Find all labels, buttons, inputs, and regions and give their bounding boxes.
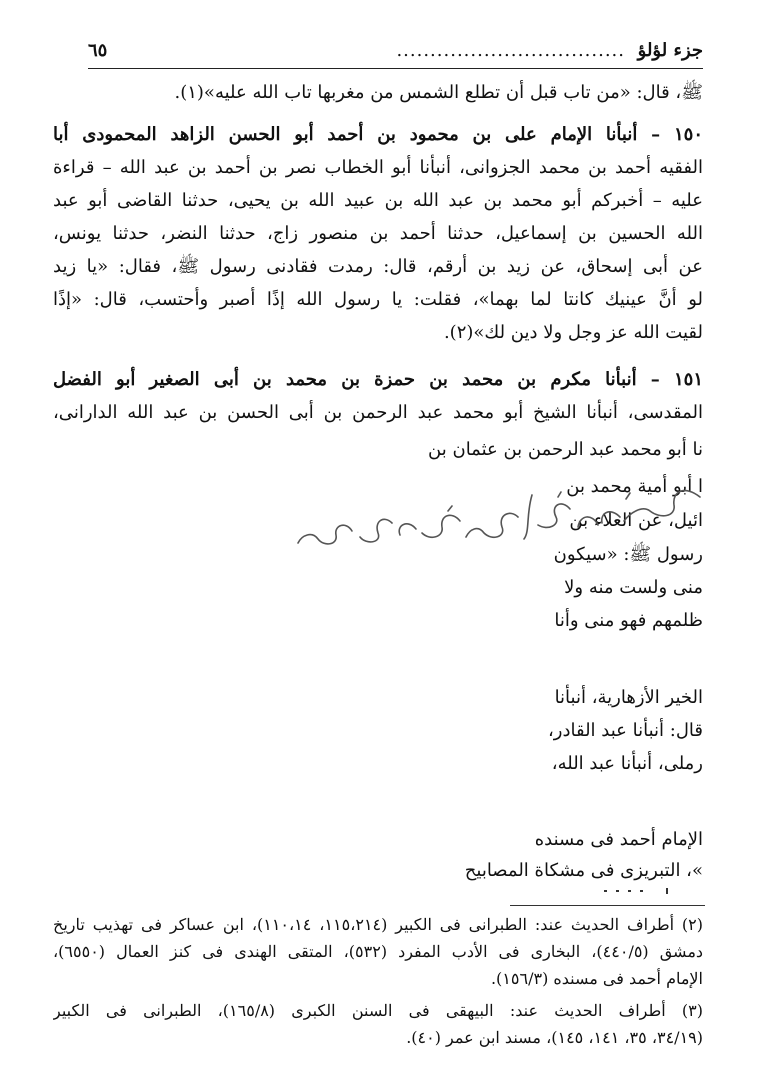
text-fragment: منى ولست منه ولا <box>564 577 703 598</box>
hadith-151-opening: ١٥١ – أنبأنا مكرم بن محمد بن حمزة بن محمد بن أبى الصغير أبو الفضل <box>53 369 703 390</box>
text-fragment: نا أبو محمد عبد الرحمن بن عثمان بن <box>428 439 703 460</box>
page-number: ٦٥ <box>88 40 108 61</box>
text-line: المقدسى، أنبأنا الشيخ أبو محمد عبد الرحمن بن أبى الحسن بن عبد الله الدارانى، <box>53 402 703 423</box>
text-line: الله الحسين بن إسماعيل، حدثنا أحمد بن منصور زاج، حدثنا النضر، حدثنا يونس، <box>53 223 703 244</box>
text-line: ﷺ، قال: «من تاب قبل أن تطلع الشمس من مغربها تاب الله عليه»(١). <box>174 82 703 103</box>
footnote-line: الإمام أحمد فى مسنده (١٥٦/٣). <box>490 969 703 988</box>
header-leader-dots: .................................. <box>396 40 625 61</box>
footnote-line: (٢) أطراف الحديث عند: الطبرانى فى الكبير (١١٥،٢١٤، ١١٠،١٤)، ابن عساكر فى تهذيب تاريخ <box>53 915 703 934</box>
text-line: لو أنَّ عينيك كانتا لما بهما»، فقلت: يا رسول الله إذًا أصبر وأحتسب، قال: «إذًا <box>53 289 703 310</box>
text-line: عن أبى إسحاق، عن زيد بن أرقم، قال: رمدت فقادنى رسول ﷺ، فقال: «يا زيد <box>53 256 703 277</box>
text-fragment: ظلمهم فهو منى وأنا <box>554 610 703 631</box>
text-fragment: الإمام أحمد فى مسنده <box>534 829 703 850</box>
footnote-line: (٣) أطراف الحديث عند: البيهقى فى السنن الكبرى (١٦٥/٨)، الطبرانى فى الكبير <box>53 1001 703 1020</box>
text-fragment: رملى، أنبأنا عبد الله، <box>551 753 703 774</box>
text-fragment: »، التبريزى فى مشكاة المصابيح <box>464 860 703 881</box>
footnote-rule <box>510 905 705 906</box>
scan-artifact-marks <box>602 888 674 894</box>
footnote-line: دمشق (٤٤٠/٥)، البخارى فى الأدب المفرد (٥٣٢)، المتقى الهندى فى كنز العمال (٦٥٥٠)، <box>53 942 703 961</box>
hadith-150-opening: ١٥٠ – أنبأنا الإمام على بن محمود بن أحمد أبو الحسن الزاهد المحمودى أبا <box>53 124 703 145</box>
text-line: عليه – أخبركم أبو محمد بن عبد الله بن عبيد الله بن يحيى، حدثنا القاضى أبو عبد <box>53 190 703 211</box>
running-title: جزء لؤلؤ <box>637 40 703 61</box>
text-line: لقيت الله عز وجل ولا دين لك»(٢). <box>443 322 703 343</box>
text-fragment: الخير الأزهارية، أنبأنا <box>554 687 703 708</box>
text-line: الفقيه أحمد بن محمد الجزوانى، أنبأنا أبو الخطاب نصر بن أحمد بن عبد الله – قراءة <box>53 157 703 178</box>
header-rule <box>88 68 703 69</box>
text-fragment: ا أبو أمية محمد بن <box>566 476 703 497</box>
handwritten-annotation <box>280 455 710 565</box>
text-fragment: ائيل، عن العلاء بن <box>569 510 703 531</box>
footnote-line: (٣٤/١٩، ٣٥، ١٤١، ١٤٥)، مسند ابن عمر (٤٠). <box>406 1028 703 1047</box>
text-fragment: قال: أنبأنا عبد القادر، <box>547 720 703 741</box>
text-fragment: رسول ﷺ: «سيكون <box>553 544 703 565</box>
